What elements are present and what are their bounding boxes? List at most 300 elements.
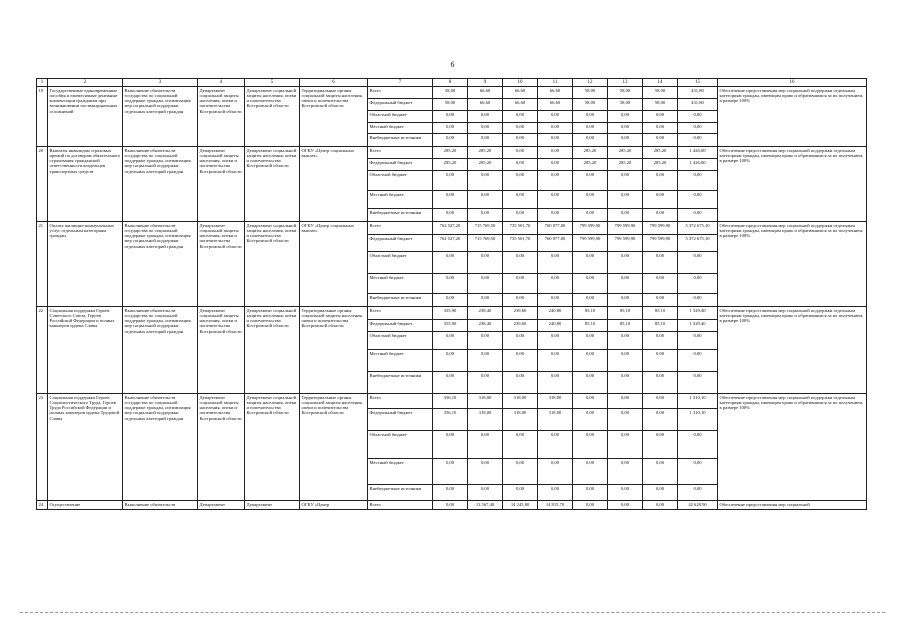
table-row	[37, 307, 867, 320]
measure-content: Выполнение обязательств государства по социальной поддержке граждан, оптимизация мер социальной поддержки отдельных категорий граждан	[123, 87, 198, 147]
amount-cell: 285,20	[608, 147, 643, 159]
amount-cell: 58,00	[608, 87, 643, 99]
participant: Территориальные органы социальной защиты населения, опеки и попечительства Костромской области	[300, 87, 368, 147]
amount-cell: 0,00	[678, 191, 718, 209]
amount-cell: 0,00	[468, 191, 503, 209]
funding-source: Внебюджетные источники	[368, 372, 433, 394]
amount-cell: 58,00	[608, 99, 643, 111]
amount-cell: 0,00	[468, 274, 503, 294]
amount-cell: 0,00	[503, 274, 538, 294]
amount-cell: 0,00	[573, 111, 608, 123]
funding-source: Всего	[368, 307, 433, 320]
amount-cell: 0,00	[573, 350, 608, 372]
amount-cell: 0,00	[608, 459, 643, 485]
amount-cell: 0,00	[678, 123, 718, 134]
executor: Департамент социальной защиты населения, опеки и попечительства Костромской области	[245, 394, 300, 501]
amount-cell: 0,00	[608, 252, 643, 274]
amount-cell: 66,60	[503, 99, 538, 111]
funding-source: Местный бюджет	[368, 191, 433, 209]
amount-cell: 0,00	[608, 372, 643, 394]
amount-cell: 0,00	[503, 252, 538, 274]
amount-cell: 1 426,00	[678, 159, 718, 171]
amount-cell: 240,80	[538, 320, 573, 332]
amount-cell: 0,00	[433, 459, 468, 485]
funding-source: Внебюджетные источники	[368, 294, 433, 307]
column-number-15: 15	[678, 79, 718, 87]
amount-cell: 0,00	[608, 485, 643, 501]
amount-cell: 66,60	[538, 99, 573, 111]
amount-cell: 0,00	[468, 485, 503, 501]
amount-cell: 0,00	[678, 274, 718, 294]
amount-cell: 0,00	[643, 191, 678, 209]
amount-cell: 431,80	[678, 87, 718, 99]
amount-cell: 5 372 675,10	[678, 222, 718, 235]
funding-source: Местный бюджет	[368, 274, 433, 294]
row-number: 23	[37, 394, 48, 501]
column-number-row	[37, 79, 867, 87]
amount-cell: 0,00	[678, 372, 718, 394]
amount-cell: 0,00	[538, 252, 573, 274]
amount-cell: 0,00	[538, 350, 573, 372]
participant: ОГКУ «Центр социальных выплат»	[300, 147, 368, 222]
amount-cell: 0,00	[643, 111, 678, 123]
executor: Департамент	[245, 501, 300, 510]
amount-cell: 318,00	[503, 409, 538, 431]
funding-source: Всего	[368, 394, 433, 409]
amount-cell: 318,00	[468, 394, 503, 409]
amount-cell: 0,00	[503, 350, 538, 372]
amount-cell: 0,00	[643, 459, 678, 485]
amount-cell: 0,00	[503, 171, 538, 191]
amount-cell: 0,00	[468, 431, 503, 459]
row-number: 24	[37, 501, 48, 510]
amount-cell: 238,40	[468, 320, 503, 332]
amount-cell: 0,00	[433, 372, 468, 394]
amount-cell: 0,00	[643, 294, 678, 307]
column-number-1: 1	[37, 79, 48, 87]
amount-cell: 0,00	[643, 350, 678, 372]
amount-cell: 0,00	[678, 294, 718, 307]
expected-result: Обеспечение предоставления мер социальной поддержки отдельным категориям граждан, имеющим право и обратившимся за их получением, в размере 100%	[718, 222, 867, 307]
page-number: 6	[450, 60, 455, 69]
amount-cell: 735 501,70	[503, 222, 538, 235]
table-row	[37, 501, 867, 510]
measure-name: Выплаты инвалидам страховых премий по договорам обязательного страхования гражданской ответственности владельцев транспортных средств	[48, 147, 123, 222]
column-number-14: 14	[643, 79, 678, 87]
amount-cell: 285,20	[573, 147, 608, 159]
amount-cell: 760 077,00	[538, 222, 573, 235]
measure-name: Социальная поддержка Героев Социалистического Труда, Героев Труда Российской Федерации и полных кавалеров ордена Трудовой Славы	[48, 394, 123, 501]
funding-source: Всего	[368, 147, 433, 159]
amount-cell: 0,00	[678, 332, 718, 350]
amount-cell: 0,00	[538, 332, 573, 350]
amount-cell: 239,60	[503, 307, 538, 320]
amount-cell: 0,00	[608, 394, 643, 409]
amount-cell: 85,10	[608, 320, 643, 332]
amount-cell: 0,00	[643, 252, 678, 274]
amount-cell: 0,00	[608, 123, 643, 134]
amount-cell: 0,00	[573, 485, 608, 501]
amount-cell: 0,00	[433, 123, 468, 134]
funding-source: Внебюджетные источники	[368, 209, 433, 222]
amount-cell: 66,60	[503, 87, 538, 99]
measure-content: Выполнение обязательств государства по социальной поддержке граждан, оптимизация мер социальной поддержки отдельных категорий граждан	[123, 147, 198, 222]
amount-cell: 799 599,90	[608, 222, 643, 235]
amount-cell: 0,00	[433, 191, 468, 209]
participant: ОГКУ «Центр социальных выплат»	[300, 222, 368, 307]
funding-source: Федеральный бюджет	[368, 235, 433, 252]
amount-cell: 0,00	[573, 394, 608, 409]
expected-result: Обеспечение предоставления мер социальной поддержки отдельным категориям граждан, имеющим право и обратившимся за их получением, в размере 100%	[718, 307, 867, 394]
amount-cell: 1 329,40	[678, 320, 718, 332]
amount-cell: 0,00	[468, 123, 503, 134]
amount-cell: 0,00	[643, 409, 678, 431]
amount-cell: 0,00	[643, 372, 678, 394]
row-number: 20	[37, 147, 48, 222]
funding-source: Внебюджетные источники	[368, 134, 433, 147]
amount-cell: 356,10	[433, 394, 468, 409]
amount-cell: 318,00	[468, 409, 503, 431]
amount-cell: 0,00	[468, 350, 503, 372]
amount-cell: 0,00	[643, 171, 678, 191]
amount-cell: 0,00	[573, 459, 608, 485]
amount-cell: 0,00	[468, 209, 503, 222]
amount-cell: 0,00	[678, 252, 718, 274]
amount-cell: 0,00	[538, 123, 573, 134]
participant: Территориальные органы социальной защиты населения, опеки и попечительства Костромской области	[300, 307, 368, 394]
amount-cell: 735 501,70	[503, 235, 538, 252]
amount-cell: 715 769,50	[468, 222, 503, 235]
amount-cell: 240,80	[538, 307, 573, 320]
amount-cell: 0,00	[468, 111, 503, 123]
amount-cell: 0,00	[573, 294, 608, 307]
amount-cell: 0,00	[573, 372, 608, 394]
executor: Департамент социальной защиты населения, опеки и попечительства Костромской области	[245, 222, 300, 307]
measure-content: Выполнение обязательств	[123, 501, 198, 510]
amount-cell: 0,00	[608, 134, 643, 147]
measure-content: Выполнение обязательств государства по социальной поддержке граждан, оптимизация мер социальной поддержки отдельных категорий граждан	[123, 222, 198, 307]
amount-cell: 0,00	[433, 350, 468, 372]
amount-cell: 0,00	[433, 134, 468, 147]
amount-cell: 58,00	[433, 87, 468, 99]
amount-cell: 0,00	[608, 294, 643, 307]
column-number-2: 2	[48, 79, 123, 87]
amount-cell: 0,00	[503, 431, 538, 459]
amount-cell: 356,10	[433, 409, 468, 431]
funding-source: Областной бюджет	[368, 332, 433, 350]
amount-cell: 318,00	[538, 394, 573, 409]
amount-cell: 0,00	[468, 372, 503, 394]
column-number-13: 13	[608, 79, 643, 87]
amount-cell: 0,00	[538, 485, 573, 501]
amount-cell: 0,00	[608, 274, 643, 294]
amount-cell: 58,00	[433, 99, 468, 111]
row-number: 21	[37, 222, 48, 307]
amount-cell: 1 329,40	[678, 307, 718, 320]
amount-cell: 431,80	[678, 99, 718, 111]
amount-cell: 0,00	[608, 209, 643, 222]
amount-cell: 0,00	[608, 350, 643, 372]
column-number-8: 8	[433, 79, 468, 87]
amount-cell: 14 245,80	[503, 501, 538, 510]
measure-name: Оплата жилищно-коммунальных услуг отдельным категориям граждан	[48, 222, 123, 307]
amount-cell: 14 815,70	[538, 501, 573, 510]
amount-cell: 0,00	[643, 394, 678, 409]
amount-cell: 0,00	[433, 209, 468, 222]
program-measures-table	[36, 78, 867, 510]
amount-cell: 239,60	[503, 320, 538, 332]
amount-cell: 85,10	[608, 307, 643, 320]
amount-cell: 285,20	[433, 147, 468, 159]
amount-cell: 85,10	[643, 320, 678, 332]
amount-cell: 0,00	[468, 332, 503, 350]
expected-result: Обеспечение предоставления мер социальной поддержки отдельным категориям граждан, имеющим право и обратившимся за их получением, в размере 100%	[718, 394, 867, 501]
column-number-7: 7	[368, 79, 433, 87]
amount-cell: 318,00	[538, 409, 573, 431]
column-number-4: 4	[198, 79, 245, 87]
amount-cell: 0,00	[538, 431, 573, 459]
amount-cell: 0,00	[678, 134, 718, 147]
amount-cell: 0,00	[573, 134, 608, 147]
amount-cell: 0,00	[468, 134, 503, 147]
amount-cell: 0,00	[573, 191, 608, 209]
coordinator: Департамент социальной защиты населения, опеки и попечительства Костромской области	[198, 394, 245, 501]
amount-cell: 799 599,90	[643, 235, 678, 252]
measure-content: Выполнение обязательств государства по социальной поддержке граждан, оптимизация мер социальной поддержки отдельных категорий граждан	[123, 307, 198, 394]
amount-cell: 0,00	[433, 171, 468, 191]
funding-source: Федеральный бюджет	[368, 159, 433, 171]
amount-cell: 0,00	[433, 431, 468, 459]
amount-cell: 0,00	[608, 332, 643, 350]
amount-cell: 58,00	[643, 99, 678, 111]
measure-name: Осуществление	[48, 501, 123, 510]
column-number-9: 9	[468, 79, 503, 87]
executor: Департамент социальной защиты населения, опеки и попечительства Костромской области	[245, 147, 300, 222]
amount-cell: 0,00	[573, 171, 608, 191]
amount-cell: 0,00	[573, 332, 608, 350]
amount-cell: 0,00	[503, 147, 538, 159]
amount-cell: 66,60	[538, 87, 573, 99]
amount-cell: 0,00	[678, 111, 718, 123]
amount-cell: 0,00	[643, 274, 678, 294]
amount-cell: 0,00	[678, 350, 718, 372]
amount-cell: 0,00	[643, 501, 678, 510]
table-row	[37, 394, 867, 409]
amount-cell: 0,00	[678, 171, 718, 191]
amount-cell: 0,00	[538, 111, 573, 123]
amount-cell: 0,00	[503, 134, 538, 147]
column-number-16: 16	[718, 79, 867, 87]
amount-cell: 0,00	[538, 372, 573, 394]
participant: Территориальные органы социальной защиты населения, опеки и попечительства Костромской области	[300, 394, 368, 501]
amount-cell: 0,00	[573, 409, 608, 431]
amount-cell: 355,90	[433, 320, 468, 332]
amount-cell: 5 372 675,10	[678, 235, 718, 252]
funding-source: Федеральный бюджет	[368, 99, 433, 111]
amount-cell: 0,00	[433, 485, 468, 501]
amount-cell: 0,00	[573, 501, 608, 510]
amount-cell: 66,60	[468, 87, 503, 99]
amount-cell: 0,00	[538, 209, 573, 222]
amount-cell: 0,00	[433, 252, 468, 274]
amount-cell: 355,90	[433, 307, 468, 320]
amount-cell: 0,00	[468, 171, 503, 191]
amount-cell: 0,00	[608, 191, 643, 209]
funding-source: Местный бюджет	[368, 459, 433, 485]
amount-cell: 58,00	[573, 99, 608, 111]
funding-source: Федеральный бюджет	[368, 409, 433, 431]
amount-cell: 0,00	[503, 459, 538, 485]
amount-cell: 0,00	[538, 159, 573, 171]
amount-cell: 1 426,00	[678, 147, 718, 159]
coordinator: Департамент социальной защиты населения, опеки и попечительства Костромской области	[198, 147, 245, 222]
amount-cell: 0,00	[503, 372, 538, 394]
amount-cell: 0,00	[503, 159, 538, 171]
funding-source: Областной бюджет	[368, 111, 433, 123]
amount-cell: 0,00	[573, 252, 608, 274]
amount-cell: 58,00	[573, 87, 608, 99]
column-number-12: 12	[573, 79, 608, 87]
amount-cell: 762 527,20	[433, 235, 468, 252]
amount-cell: 0,00	[503, 191, 538, 209]
amount-cell: 0,00	[608, 501, 643, 510]
column-number-10: 10	[503, 79, 538, 87]
expected-result: Обеспечение предоставления мер социальной поддержки отдельным категориям граждан, имеющим право и обратившимся за их получением, в размере 100%	[718, 87, 867, 147]
amount-cell: 715 769,50	[468, 235, 503, 252]
amount-cell: 0,00	[468, 459, 503, 485]
amount-cell: 285,20	[433, 159, 468, 171]
funding-source: Местный бюджет	[368, 350, 433, 372]
amount-cell: 318,00	[503, 394, 538, 409]
funding-source: Внебюджетные источники	[368, 485, 433, 501]
amount-cell: 0,00	[608, 171, 643, 191]
coordinator: Департамент социальной защиты населения, опеки и попечительства Костромской области	[198, 222, 245, 307]
amount-cell: 0,00	[538, 134, 573, 147]
amount-cell: 0,00	[608, 409, 643, 431]
amount-cell: 1 310,10	[678, 409, 718, 431]
amount-cell: 799 599,90	[643, 222, 678, 235]
amount-cell: 0,00	[538, 294, 573, 307]
amount-cell: 0,00	[503, 123, 538, 134]
amount-cell: 285,20	[468, 159, 503, 171]
table-row	[37, 87, 867, 99]
measure-name: Государственные единовременные пособия и ежемесячные денежные компенсации гражданам при возникновении поствакцинальных осложнений	[48, 87, 123, 147]
amount-cell: 0,00	[573, 123, 608, 134]
amount-cell: 66,60	[468, 99, 503, 111]
participant: ОГКУ «Центр	[300, 501, 368, 510]
executor: Департамент социальной защиты населения, опеки и попечительства Костромской области	[245, 87, 300, 147]
amount-cell: 0,00	[538, 459, 573, 485]
amount-cell: 0,00	[468, 252, 503, 274]
amount-cell: 0,00	[643, 431, 678, 459]
column-number-3: 3	[123, 79, 198, 87]
amount-cell: 0,00	[643, 209, 678, 222]
amount-cell: 58,00	[643, 87, 678, 99]
funding-source: Всего	[368, 87, 433, 99]
amount-cell: 0,00	[433, 332, 468, 350]
amount-cell: 85,10	[643, 307, 678, 320]
amount-cell: 85,10	[573, 320, 608, 332]
coordinator: Департамент	[198, 501, 245, 510]
column-number-6: 6	[300, 79, 368, 87]
amount-cell: 0,00	[608, 111, 643, 123]
row-number: 19	[37, 87, 48, 147]
funding-source: Областной бюджет	[368, 171, 433, 191]
amount-cell: 238,40	[468, 307, 503, 320]
amount-cell: 0,00	[643, 123, 678, 134]
amount-cell: 0,00	[573, 274, 608, 294]
amount-cell: 285,20	[573, 159, 608, 171]
amount-cell: 0,00	[573, 209, 608, 222]
amount-cell: 285,20	[608, 159, 643, 171]
amount-cell: 0,00	[643, 134, 678, 147]
column-number-5: 5	[245, 79, 300, 87]
amount-cell: 0,00	[678, 459, 718, 485]
amount-cell: 0,00	[503, 332, 538, 350]
amount-cell: 0,00	[503, 111, 538, 123]
amount-cell: 0,00	[608, 431, 643, 459]
funding-source: Федеральный бюджет	[368, 320, 433, 332]
table-row	[37, 147, 867, 159]
amount-cell: 0,00	[573, 431, 608, 459]
amount-cell: 0,00	[503, 294, 538, 307]
amount-cell: 0,00	[678, 431, 718, 459]
amount-cell: 0,00	[643, 332, 678, 350]
amount-cell: 0,00	[433, 501, 468, 510]
funding-source: Всего	[368, 501, 433, 510]
coordinator: Департамент социальной защиты населения, опеки и попечительства Костромской области	[198, 307, 245, 394]
expected-result: Обеспечение предоставления мер социальной	[718, 501, 867, 510]
amount-cell: 0,00	[433, 294, 468, 307]
amount-cell: 0,00	[503, 209, 538, 222]
funding-source: Местный бюджет	[368, 123, 433, 134]
funding-source: Областной бюджет	[368, 431, 433, 459]
measure-name: Социальная поддержка Героев Советского Союза, Героев Российской Федерации и полных кавалеров ордена Славы	[48, 307, 123, 394]
amount-cell: 42 628,90	[678, 501, 718, 510]
funding-source: Областной бюджет	[368, 252, 433, 274]
amount-cell: 799 599,90	[608, 235, 643, 252]
amount-cell: 0,00	[468, 294, 503, 307]
amount-cell: 0,00	[433, 111, 468, 123]
amount-cell: 0,00	[538, 171, 573, 191]
amount-cell: 0,00	[433, 274, 468, 294]
amount-cell: 799 599,90	[573, 235, 608, 252]
amount-cell: 0,00	[678, 209, 718, 222]
amount-cell: 0,00	[538, 274, 573, 294]
amount-cell: 760 077,00	[538, 235, 573, 252]
amount-cell: 0,00	[643, 485, 678, 501]
amount-cell: 0,00	[538, 147, 573, 159]
amount-cell: 0,00	[503, 485, 538, 501]
row-number: 22	[37, 307, 48, 394]
expected-result: Обеспечение предоставления мер социальной поддержки отдельным категориям граждан, имеющим право и обратившимся за их получением, в размере 100%	[718, 147, 867, 222]
amount-cell: 13 567,40	[468, 501, 503, 510]
amount-cell: 0,00	[678, 485, 718, 501]
amount-cell: 762 527,20	[433, 222, 468, 235]
amount-cell: 285,20	[468, 147, 503, 159]
amount-cell: 285,20	[643, 159, 678, 171]
amount-cell: 285,20	[643, 147, 678, 159]
table-row	[37, 222, 867, 235]
executor: Департамент социальной защиты населения, опеки и попечительства Костромской области	[245, 307, 300, 394]
funding-source: Всего	[368, 222, 433, 235]
amount-cell: 85,10	[573, 307, 608, 320]
column-number-11: 11	[538, 79, 573, 87]
page-bottom-border	[20, 612, 885, 613]
amount-cell: 799 599,90	[573, 222, 608, 235]
coordinator: Департамент социальной защиты населения, опеки и попечительства Костромской области	[198, 87, 245, 147]
measure-content: Выполнение обязательств государства по социальной поддержке граждан, оптимизация мер социальной поддержки отдельных категорий граждан	[123, 394, 198, 501]
